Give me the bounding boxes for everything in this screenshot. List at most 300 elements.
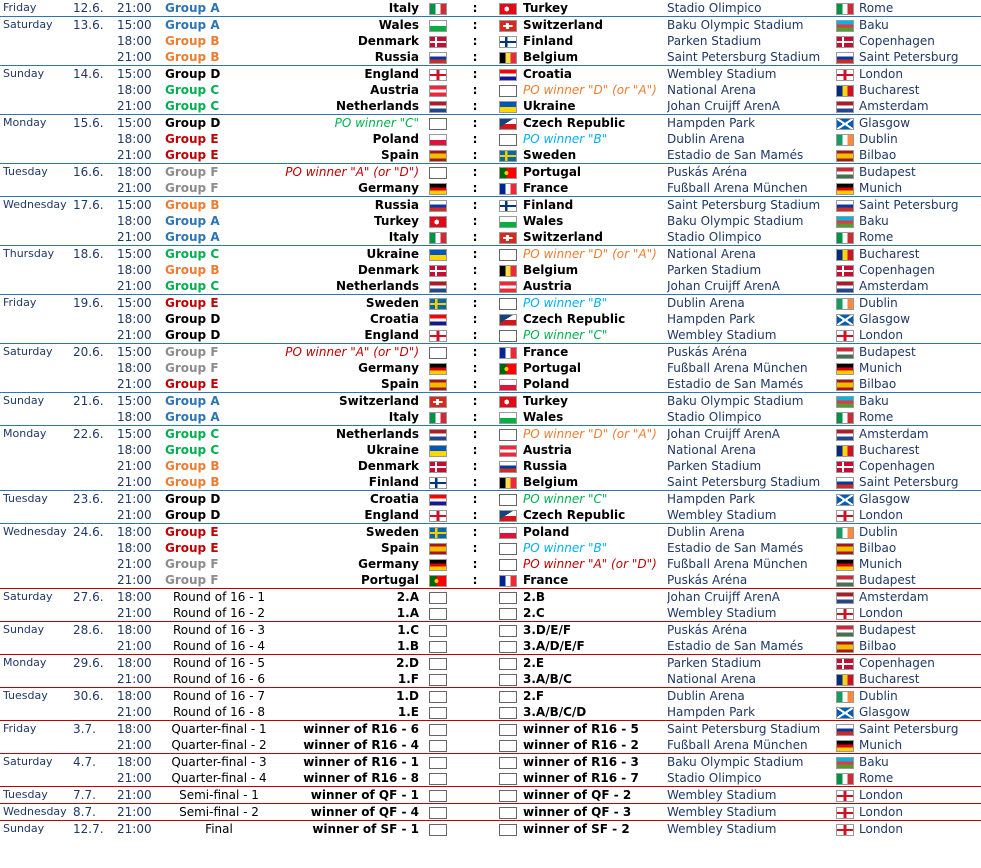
host-country-flag-icon [836,314,854,326]
time-cell: 21:00 [117,328,152,342]
host-country-flag-icon [836,445,854,457]
city-cell: Amsterdam [859,279,929,293]
away-flag-icon [499,477,517,489]
away-flag-icon [499,592,517,604]
time-cell: 21:00 [117,557,152,571]
stadium-cell: Wembley Stadium [667,508,777,522]
stadium-cell: Johan Cruijff ArenA [667,279,781,293]
away-team-cell: 2.B [523,589,667,606]
city-cell: Copenhagen [859,263,935,277]
away-flag-icon [499,216,517,228]
city-cell: Amsterdam [859,589,981,606]
score-separator [457,622,493,639]
date-cell: 13.6. [73,17,117,34]
day-cell: Tuesday [0,164,73,181]
home-flag-icon [429,3,447,15]
away-team-cell: Sweden [523,148,577,162]
home-flag-icon [429,757,447,769]
away-team-cell: Belgium [523,263,579,277]
group-cell: Group E [165,132,219,146]
host-country-flag-icon [836,200,854,212]
stadium-cell: Estadio de San Mamés [667,541,804,555]
match-row [0,442,981,458]
stadium-cell: Puskás Aréna [667,344,831,361]
home-team-cell: winner of QF - 1 [273,787,419,804]
day-cell: Sunday [0,393,73,410]
home-flag-icon [429,412,447,424]
day-cell: Sunday [0,821,73,838]
score-separator: : [457,197,493,214]
time-cell: 21:00 [117,181,152,195]
score-separator [457,671,493,688]
home-team-cell: Germany [358,361,419,375]
away-flag-icon [499,150,517,162]
group-cell: Group E [165,541,219,555]
city-cell: London [859,787,981,804]
match-row [0,754,981,771]
date-cell [73,82,117,98]
city-cell: Saint Petersburg [859,197,981,214]
score-separator: : [457,164,493,181]
score-separator: : [472,34,478,48]
away-team-cell: winner of R16 - 7 [523,771,639,785]
home-flag-icon [429,281,447,293]
away-flag-icon [499,740,517,752]
match-row [0,605,981,622]
date-cell [73,262,117,278]
time-cell: 21:00 [117,459,152,473]
home-team-cell: Croatia [369,312,419,326]
away-team-cell: 3.A/B/C/D [523,705,587,719]
home-team-cell: Russia [374,50,419,64]
home-flag-icon [429,461,447,473]
score-separator: : [457,393,493,410]
score-separator [457,770,493,787]
city-cell: London [859,508,903,522]
home-team-cell: Turkey [374,214,419,228]
away-team-cell: Wales [523,410,564,424]
city-cell: Dublin [859,688,981,705]
score-separator [457,787,493,804]
home-team-cell: Italy [388,410,419,424]
away-flag-icon [499,724,517,736]
host-country-flag-icon [836,757,854,769]
date-cell: 15.6. [73,115,117,132]
day-cell [0,770,73,787]
date-cell [73,409,117,426]
group-cell: Group B [165,263,220,277]
city-cell: Baku [859,754,981,771]
score-separator: : [472,132,478,146]
group-cell: Group E [165,148,219,162]
away-flag-icon [499,445,517,457]
away-team-cell: winner of R16 - 3 [523,754,667,771]
away-flag-icon [499,674,517,686]
score-separator: : [472,410,478,424]
stadium-cell: National Arena [667,83,757,97]
date-cell [73,360,117,376]
host-country-flag-icon [836,674,854,686]
city-cell: Munich [859,738,903,752]
home-team-cell: winner of R16 - 1 [273,754,419,771]
home-flag-icon [429,510,447,522]
city-cell: London [859,328,903,342]
day-cell: Tuesday [0,688,73,705]
time-cell: 18:00 [117,410,152,424]
group-cell: Group C [165,426,273,443]
stadium-cell: Johan Cruijff ArenA [667,589,831,606]
host-country-flag-icon [836,707,854,719]
home-flag-icon [429,641,447,653]
match-row [0,131,981,147]
away-flag-icon [499,200,517,212]
time-cell: 21:00 [117,738,152,752]
date-cell: 21.6. [73,393,117,410]
score-separator [457,754,493,771]
home-flag-icon [429,314,447,326]
time-cell: 18:00 [117,361,152,375]
host-country-flag-icon [836,379,854,391]
score-separator: : [472,181,478,195]
away-flag-icon [499,807,517,819]
match-row [0,262,981,278]
home-flag-icon [429,740,447,752]
day-cell [0,671,73,688]
stadium-cell: Wembley Stadium [667,328,777,342]
date-cell: 27.6. [73,589,117,606]
match-row [0,98,981,115]
date-cell [73,507,117,524]
group-cell: Group A [165,1,220,15]
group-cell: Group E [165,377,219,391]
city-cell: Budapest [859,622,981,639]
city-cell: Dublin [859,132,898,146]
away-team-cell: 2.E [523,655,667,672]
host-country-flag-icon [836,429,854,441]
match-row [0,327,981,344]
home-flag-icon [429,559,447,571]
group-cell: Quarter-final - 3 [165,754,273,771]
away-flag-icon [499,3,517,15]
host-country-flag-icon [836,69,854,81]
away-flag-icon [499,790,517,802]
date-cell [73,442,117,458]
group-cell: Round of 16 - 7 [165,688,273,705]
time-cell: 18:00 [117,754,165,771]
away-team-cell: PO winner "C" [523,328,608,342]
home-team-cell: Netherlands [273,426,419,443]
match-row [0,344,981,361]
time-cell: 18:00 [117,655,165,672]
away-flag-icon [499,396,517,408]
group-cell: Group E [165,524,273,541]
stadium-cell: Wembley Stadium [667,804,831,821]
away-flag-icon [499,330,517,342]
time-cell: 15:00 [117,344,165,361]
away-flag-icon [499,347,517,359]
home-team-cell: Switzerland [273,393,419,410]
match-row [0,180,981,197]
match-row [0,688,981,705]
date-cell: 3.7. [73,721,117,738]
date-cell: 17.6. [73,197,117,214]
date-cell [73,229,117,246]
score-separator: : [457,344,493,361]
away-flag-icon [499,773,517,785]
match-row [0,671,981,688]
home-flag-icon [429,807,447,819]
stadium-cell: Saint Petersburg Stadium [667,197,831,214]
score-separator [457,804,493,821]
match-row [0,491,981,508]
home-team-cell: Denmark [357,34,419,48]
home-team-cell: PO winner "C" [273,115,419,132]
home-flag-icon [429,625,447,637]
home-team-cell: 1.B [396,639,419,653]
home-flag-icon [429,494,447,506]
match-row [0,622,981,639]
score-separator [457,821,493,838]
match-row [0,33,981,49]
time-cell: 21:00 [117,491,165,508]
home-team-cell: 1.E [397,705,419,719]
city-cell: Munich [859,361,903,375]
day-cell [0,147,73,164]
match-row [0,426,981,443]
score-separator: : [472,459,478,473]
match-row [0,229,981,246]
date-cell: 18.6. [73,246,117,263]
score-separator: : [472,312,478,326]
time-cell: 21:00 [117,821,165,838]
group-cell: Group F [165,164,273,181]
away-flag-icon [499,265,517,277]
date-cell: 4.7. [73,754,117,771]
day-cell [0,213,73,229]
date-cell: 23.6. [73,491,117,508]
home-flag-icon [429,298,447,310]
day-cell: Monday [0,115,73,132]
score-separator: : [472,377,478,391]
city-cell: Baku [859,393,981,410]
host-country-flag-icon [836,134,854,146]
group-cell: Group C [165,279,220,293]
away-team-cell: winner of QF - 3 [523,804,667,821]
time-cell: 18:00 [117,622,165,639]
date-cell: 20.6. [73,344,117,361]
city-cell: Glasgow [859,115,981,132]
score-separator [457,605,493,622]
day-cell: Tuesday [0,787,73,804]
group-cell: Group F [165,361,219,375]
stadium-cell: Fußball Arena München [667,361,808,375]
score-separator: : [457,491,493,508]
time-cell: 18:00 [117,312,152,326]
date-cell [73,474,117,491]
home-flag-icon [429,200,447,212]
time-cell: 18:00 [117,688,165,705]
away-team-cell: PO winner "B" [523,132,608,146]
day-cell: Saturday [0,344,73,361]
away-team-cell: winner of R16 - 2 [523,738,639,752]
date-cell [73,327,117,344]
away-flag-icon [499,510,517,522]
home-flag-icon [429,527,447,539]
match-row [0,246,981,263]
city-cell: Bucharest [859,83,920,97]
time-cell: 21:00 [117,804,165,821]
stadium-cell: Saint Petersburg Stadium [667,721,831,738]
stadium-cell: Fußball Arena München [667,181,808,195]
match-row [0,376,981,393]
home-team-cell: Italy [388,230,419,244]
home-team-cell: Finland [368,475,419,489]
group-cell: Quarter-final - 1 [165,721,273,738]
away-team-cell: PO winner "D" (or "A") [523,83,657,97]
home-flag-icon [429,347,447,359]
date-cell: 16.6. [73,164,117,181]
away-flag-icon [499,707,517,719]
time-cell: 21:00 [117,573,152,587]
home-team-cell: Portugal [360,573,419,587]
away-flag-icon [499,101,517,113]
home-flag-icon [429,773,447,785]
away-flag-icon [499,363,517,375]
away-team-cell: winner of SF - 2 [523,821,667,838]
home-flag-icon [429,118,447,130]
home-team-cell: Poland [372,132,419,146]
home-team-cell: England [364,328,419,342]
away-team-cell: Czech Republic [523,115,667,132]
home-team-cell: 1.A [396,606,419,620]
group-cell: Group C [165,443,220,457]
score-separator: : [472,148,478,162]
host-country-flag-icon [836,807,854,819]
stadium-cell: Baku Olympic Stadium [667,17,831,34]
host-country-flag-icon [836,527,854,539]
away-flag-icon [499,20,517,32]
away-team-cell: PO winner "D" (or "A") [523,426,667,443]
score-separator: : [472,573,478,587]
group-cell: Group B [165,459,220,473]
host-country-flag-icon [836,167,854,179]
home-flag-icon [429,167,447,179]
group-cell: Group B [165,34,220,48]
home-team-cell: winner of SF - 1 [273,821,419,838]
day-cell [0,442,73,458]
home-flag-icon [429,592,447,604]
group-cell: Group A [165,410,220,424]
home-flag-icon [429,575,447,587]
day-cell [0,409,73,426]
home-flag-icon [429,790,447,802]
time-cell: 18:00 [117,164,165,181]
home-flag-icon [429,150,447,162]
date-cell [73,311,117,327]
day-cell: Monday [0,655,73,672]
time-cell: 21:00 [117,508,152,522]
away-flag-icon [499,379,517,391]
away-team-cell: Finland [523,34,574,48]
time-cell: 15:00 [117,246,165,263]
host-country-flag-icon [836,773,854,785]
city-cell: Rome [859,230,894,244]
host-country-flag-icon [836,52,854,64]
score-separator [457,688,493,705]
day-cell: Saturday [0,754,73,771]
home-team-cell: Ukraine [273,246,419,263]
score-separator: : [472,83,478,97]
stadium-cell: Baku Olympic Stadium [667,393,831,410]
away-flag-icon [499,625,517,637]
stadium-cell: Parken Stadium [667,34,762,48]
away-team-cell: Turkey [523,393,667,410]
time-cell: 15:00 [117,66,165,83]
host-country-flag-icon [836,232,854,244]
host-country-flag-icon [836,543,854,555]
away-team-cell: 2.F [523,688,667,705]
match-row [0,49,981,66]
stadium-cell: Wembley Stadium [667,787,831,804]
stadium-cell: National Arena [667,246,831,263]
group-cell: Group D [165,312,221,326]
away-team-cell: PO winner "B" [523,295,667,312]
city-cell: Rome [859,771,894,785]
date-cell [73,131,117,147]
city-cell: Baku [859,17,981,34]
match-row [0,638,981,655]
group-cell: Round of 16 - 6 [172,672,266,686]
host-country-flag-icon [836,625,854,637]
host-country-flag-icon [836,183,854,195]
day-cell: Wednesday [0,804,73,821]
away-flag-icon [499,412,517,424]
date-cell [73,605,117,622]
stadium-cell: Dublin Arena [667,688,831,705]
away-flag-icon [499,824,517,836]
group-cell: Round of 16 - 2 [172,606,266,620]
stadium-cell: Parken Stadium [667,655,831,672]
away-flag-icon [499,429,517,441]
group-cell: Quarter-final - 4 [171,771,267,785]
group-cell: Group F [165,344,273,361]
city-cell: Munich [859,557,903,571]
stadium-cell: Johan Cruijff ArenA [667,99,781,113]
match-row [0,164,981,181]
group-cell: Group F [165,557,219,571]
stadium-cell: Puskás Aréna [667,573,748,587]
city-cell: Amsterdam [859,426,981,443]
score-separator: : [472,99,478,113]
home-flag-icon [429,477,447,489]
host-country-flag-icon [836,510,854,522]
host-country-flag-icon [836,363,854,375]
city-cell: Budapest [859,573,916,587]
away-team-cell: 3.D/E/F [523,622,667,639]
away-flag-icon [499,314,517,326]
date-cell: 14.6. [73,66,117,83]
home-flag-icon [429,658,447,670]
day-cell [0,638,73,655]
stadium-cell: Baku Olympic Stadium [667,214,804,228]
away-flag-icon [499,658,517,670]
home-flag-icon [429,20,447,32]
time-cell: 21:00 [117,787,165,804]
host-country-flag-icon [836,592,854,604]
match-row [0,115,981,132]
home-flag-icon [429,824,447,836]
stadium-cell: Baku Olympic Stadium [667,754,831,771]
